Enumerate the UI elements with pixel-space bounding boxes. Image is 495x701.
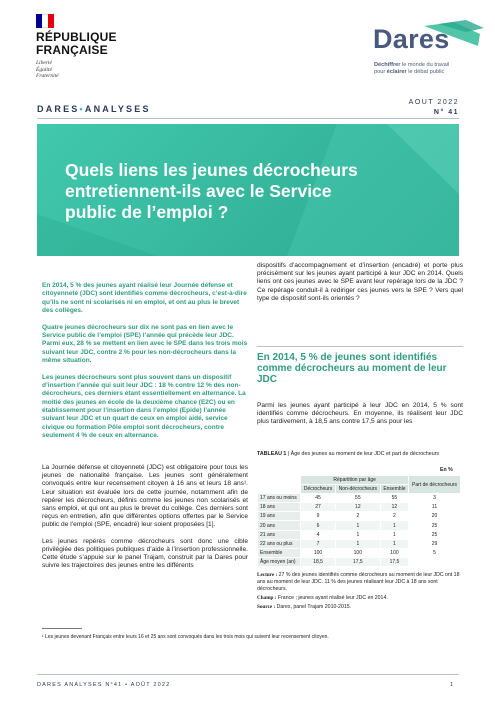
issue-number: N° 41 [433, 108, 459, 116]
rf-line-1: RÉPUBLIQUE [36, 30, 117, 44]
body-right-paragraph-1: dispositifs d’accompagnement et d’insertion (encadré) et porte plus précisément sur les jeunes ayant participé à leur JDC en 2014. Quels liens ont ces jeunes avec le SPE avant leur repérage lors de la JDC ? Ce repérage conduit-il à rediriger ces jeunes vers le SPE ? Vers quel type de dispositif sont-ils orientés ? [257, 262, 463, 302]
series-name [37, 104, 151, 114]
dares-tagline [374, 62, 484, 77]
table-cell: 1 [335, 530, 380, 539]
footer-divider [37, 674, 459, 675]
table-cell: 55 [335, 494, 380, 503]
table-cell: 55 [380, 494, 408, 503]
table-cell: 100 [380, 548, 408, 557]
table-cell: 20 [409, 512, 461, 521]
table-cell: 7 [301, 539, 336, 548]
table-row [258, 530, 461, 539]
republique-motto [36, 60, 116, 80]
table-row [258, 539, 461, 548]
section-divider [257, 346, 463, 347]
table-row [258, 512, 461, 521]
page-number: 1 [450, 682, 454, 688]
note-lecture [257, 572, 463, 592]
table-row-label: Âge moyen (an) [258, 557, 301, 566]
table-row-label: Ensemble [258, 548, 301, 557]
republique-francaise-flag-icon [36, 14, 54, 28]
table-row [258, 548, 461, 557]
table-cell: 100 [301, 548, 336, 557]
title-banner [37, 124, 459, 256]
series-dot: • [79, 104, 85, 114]
series-left: DARES [37, 104, 80, 114]
table-row-label: 20 ans [258, 521, 301, 530]
header-divider [37, 118, 459, 119]
footer-publication: DARES ANALYSES N°41 • AOÛT 2022 [37, 682, 171, 688]
body-paragraph-2: Les jeunes repérés comme décrocheurs sont donc une cible privilégiée des politiques publiques d’aide à l’insertion professionnelle. Cette étude s’appuie sur le panel Trajam, construit par la Dares pour suivre les trajectoires des jeunes entre les différents [42, 537, 248, 570]
note-champ-label: Champ : [257, 594, 277, 601]
motto-liberte: Liberté [36, 60, 52, 66]
republique-francaise-title [36, 31, 146, 57]
table-cell [409, 557, 461, 566]
table-cell: 12 [380, 503, 408, 512]
note-source-label: Source : [257, 603, 276, 610]
table-row [258, 557, 461, 566]
table-cell: 45 [301, 494, 336, 503]
tagline-text-2a: pour [374, 69, 387, 76]
tagline-bold-1: Déchiffrer [374, 62, 401, 68]
table-cell: 17,5 [335, 557, 380, 566]
table-cell: 27 [301, 503, 336, 512]
note-source-text: Dares, panel Trajam 2010-2015. [275, 603, 352, 610]
series-right: ANALYSES [84, 104, 151, 114]
table-corner-2 [258, 485, 301, 494]
table-cell: 100 [335, 548, 380, 557]
page-title: Quels liens les jeunes décrocheurs entretiennent-ils avec le Service public de l’emploi ? [65, 160, 358, 222]
table-corner [258, 476, 301, 485]
table-label: TABLEAU 1 [257, 451, 287, 457]
publication-date-block [360, 98, 459, 117]
publication-date: AOUT 2022 [408, 99, 459, 106]
tagline-text-2b: le débat public [406, 69, 445, 76]
table-row-label: 17 ans ou moins [258, 494, 301, 503]
table-cell: 1 [380, 521, 408, 530]
rf-line-2: FRANÇAISE [36, 43, 108, 57]
body-left-column [42, 464, 248, 578]
table-row [258, 494, 461, 503]
table-row-label: 18 ans [258, 503, 301, 512]
note-champ [257, 595, 463, 602]
table-cell: 18,5 [301, 557, 336, 566]
note-source [257, 604, 463, 611]
body-paragraph-1: La Journée défense et citoyenneté (JDC) est obligatoire pour tous les jeunes de nationalité française. Les jeunes sont généralement convoqués entre leur recensement citoyen à 16 ans et leurs 18 ans¹. Leur situation est évaluée lors de cette journée, notamment afin de repérer les décrocheurs, définis comme les jeunes non scolarisés et sans emploi, et qui ont au plus le brevet du collège. Ces derniers sont reçus en entretien, afin que différentes options offertes par le Service public de l’emploi (SPE, encadré) leur soient proposées [1]. [42, 464, 248, 529]
table-cell: 9 [301, 512, 336, 521]
table-cell: 25 [409, 530, 461, 539]
table-group-header-row [258, 476, 461, 485]
table-row-label: 19 ans [258, 512, 301, 521]
table-title-text: | Âge des jeunes au moment de leur JDC et part de décrocheurs [286, 451, 440, 457]
table-cell: 6 [301, 521, 336, 530]
section-title: En 2014, 5 % de jeunes sont identifiés comme décrocheurs au moment de leur JDC [257, 352, 447, 386]
table-cell: 4 [301, 530, 336, 539]
summary-paragraph-1: En 2014, 5 % des jeunes ayant réalisé leur Journée défense et citoyenneté (JDC) sont identifiés comme décrocheurs, c’est-à-dire qu’ils ne sont ni scolarisés ni en emploi, et ont au plus le brevet des collèges. [42, 282, 247, 314]
dares-logo: Dares [373, 24, 450, 54]
tagline-text-1: le monde du travail [400, 62, 450, 68]
table-cell: 12 [335, 503, 380, 512]
table-group-header: Répartition par âge [301, 476, 409, 485]
table-cell: 1 [380, 539, 408, 548]
table-header-part: Part de décrocheurs [409, 476, 461, 494]
motto-fraternite: Fraternité [36, 73, 59, 80]
table-cell: 17,5 [380, 557, 408, 566]
table-cell: 11 [409, 503, 461, 512]
table-cell: 3 [409, 494, 461, 503]
summary-intro [42, 282, 248, 449]
table-title [257, 451, 463, 458]
summary-paragraph-2: Quatre jeunes décrocheurs sur dix ne sont pas en lien avec le Service public de l’emploi (SPE) l’année qui précède leur JDC. Parmi eux, 28 % se mettent en lien avec le SPE dans les trois mois suivant leur JDC, contre 2 % pour les non-décrocheurs dans la même situation. [42, 323, 248, 364]
age-table [257, 475, 461, 567]
table-cell: 2 [335, 512, 380, 521]
table-row [258, 503, 461, 512]
table-row-label: 21 ans [258, 530, 301, 539]
table-header-ensemble: Ensemble [380, 485, 408, 494]
table-cell: 1 [335, 539, 380, 548]
table-cell: 25 [409, 521, 461, 530]
motto-egalite: Égalité [36, 66, 52, 73]
footnote-divider [42, 628, 82, 629]
footnote: ¹ Les jeunes devenant Français entre leurs 16 et 25 ans sont convoqués dans les trois mois qui suivent leur recensement citoyen. [42, 634, 329, 640]
table-cell: 2 [380, 512, 408, 521]
table-cell: 29 [409, 539, 461, 548]
note-lecture-label: Lecture : [257, 572, 278, 578]
table-header-decrocheurs: Décrocheurs [301, 485, 336, 494]
table-unit: En % [440, 467, 453, 473]
table-row-label: 22 ans ou plus [258, 539, 301, 548]
table-notes [257, 572, 463, 613]
tagline-bold-2: éclairer [386, 69, 407, 76]
note-champ-text: France ; jeunes ayant réalisé leur JDC en 2014. [276, 594, 388, 601]
summary-paragraph-3: Les jeunes décrocheurs sont plus souvent dans un dispositif d’insertion l’année qui suit leur JDC : 18 % contre 12 % des non-décrocheurs, ces derniers étant essentiellement en alternance. La moitié des jeunes en école de la deuxième chance (E2C) ou en établissement pour l’insertion dans l’emploi (Epide) l’année suivant leur JDC et un quart de ceux en emploi aidé, service civique ou formation Pôle emploi sont décrocheurs, contre seulement 4 % de ceux en alternance. [42, 373, 246, 439]
table-header-non-decrocheurs: Non-décrocheurs [335, 485, 380, 494]
body-right-paragraph-2: Parmi les jeunes ayant participé à leur JDC en 2014, 5 % sont identifiés comme décrocheurs. En moyenne, ils réalisent leur JDC plus tardivement, à 18,5 ans contre 17,5 ans pour les [257, 402, 463, 426]
table-cell: 5 [409, 548, 461, 557]
table-cell: 1 [335, 521, 380, 530]
note-lecture-text: 27 % des jeunes identifiés comme décrocheurs au moment de leur JDC ont 18 ans au moment de leur JDC. 11 % des jeunes réalisant leur JDC à 18 ans sont décrocheurs. [257, 572, 460, 592]
table-row [258, 521, 461, 530]
table-cell: 1 [380, 530, 408, 539]
